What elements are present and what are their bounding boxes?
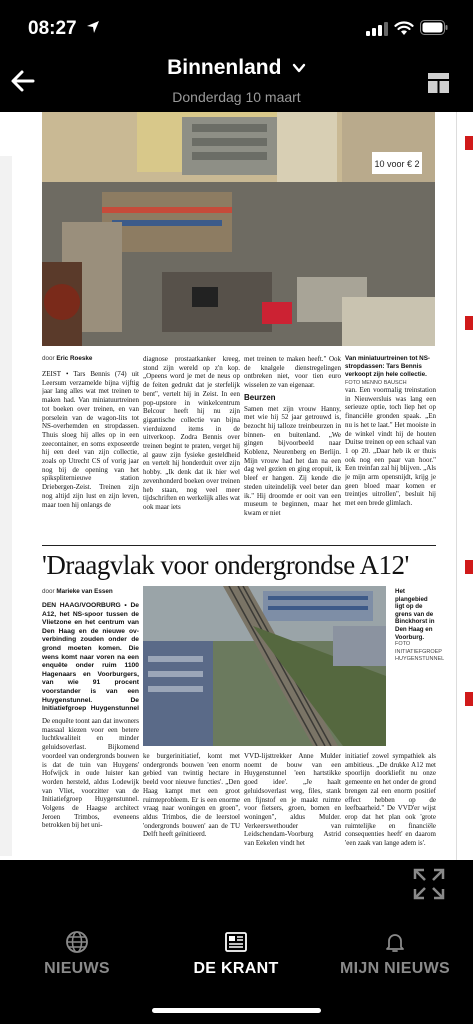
photo-train-collection — [42, 112, 435, 346]
tab-de-krant[interactable]: DE KRANT — [186, 930, 286, 978]
article2-lead: DEN HAAG/VOORBURG • De A12, het NS-spoor tussen de Vlietzone en het centrum van Den Haag en de nieuwe ov-verbinding zouden onder de grond moeten komen. Die wens komt naar voren na een enquête onder ruim 1100 Hagenaars en Voorburgers, van wie 91 procent voorstander is van een Huygenstunnel. De Initiatiefgroep Huygenstunnel — [42, 602, 139, 713]
newspaper-page[interactable] — [0, 112, 473, 860]
location-arrow-icon — [86, 20, 100, 34]
article2-col-3: VVD-lijsttrekker Anne Mulder noemt de bouw van een Huygenstunnel 'een hartstikke goed idee'. „Je haalt geluidsoverlast weg, files, stank en fijnstof en je maakt ruimte voor fietsers, groen, bomen en woningen", aldus Mulder. Verkeerswethouder van Leidschendam-Voorburg Astrid van Eekelen vindt het — [244, 752, 341, 848]
wifi-icon — [394, 20, 414, 36]
edition-date: Donderdag 10 maart — [172, 89, 301, 105]
signal-icon — [366, 22, 388, 36]
adjacent-page-marker — [465, 692, 473, 706]
battery-icon — [420, 20, 448, 35]
adjacent-page-marker — [465, 560, 473, 574]
article1-col-1: ZEIST • Tars Bennis (74) uit Leersum verzamelde bijna vijftig jaar lang alles wat met treinen te maken had. Van miniatuurtreinen tot boeken over treinen, en van porselein van de wagon-lits tot NS-overhemden en stropdassen. Thuis sloeg hij alles op in een zeecontainer, en soms exposeerde hij een deel van zijn collectie, zoals op Utrecht CS of vorig jaar nog bij de opening van het spikspliternieuwe station Driebergen-Zeist. Treinen zijn nog altijd zijn lust en zijn leven, maar toen hij onlangs de — [42, 370, 139, 509]
app-header — [0, 56, 473, 112]
article1-author: Eric Roeske — [56, 355, 93, 362]
status-time: 08:27 — [28, 18, 77, 39]
price-tag-text: 10 voor € 2 — [374, 159, 420, 169]
chevron-down-icon — [292, 61, 306, 75]
page-title: Binnenland — [167, 56, 282, 79]
article2-headline: 'Draagvlak voor ondergrondse A12' — [42, 550, 409, 580]
newspaper-icon — [224, 930, 248, 954]
article1-col-2: diagnose prostaatkanker kreeg, stond zijn wereld op z'n kop. „Opeens word je met de neus op de feiten gedrukt dat je sterfelijk bent", vertelt hij in Zeist. In een pop-upstore in winkelcentrum Belcour heeft hij nu zijn gigantische collectie van bijna vierduizend items in de uitverkoop. Zodra Bennis over treinen begint te praten, verget hij al gauw zijn fysieke gesteldheid en vertelt hij honderduit over zijn hobby. „Ik denk dat ik hier wel zevenhonderd boeken over treinen heb staan, nog veel meer tijdschriften en werkelijk alles wat ook maar iets — [143, 355, 240, 511]
photo-railway-aerial — [143, 586, 386, 746]
status-bar — [0, 0, 473, 56]
globe-icon — [65, 930, 89, 954]
article2-caption: Het plangebied ligt op de grens van de Binckhorst in Den Haag en Voorburg. FOTO INITIATIEFGROEP HUYGENSTUNNEL — [395, 588, 445, 663]
tab-nieuws[interactable]: NIEUWS — [38, 930, 116, 978]
article2-col-4: initiatief zowel sympathiek als ambitieus. „De drukke A12 met spoorlijn doorkliefit nu onze gemeente en het onder de grond brengen zal een enorm positief effect hebben op de leefbaarheid." De VVD'er wijst erop dat het plan ook 'grote ruimtelijke en financiële consequenties heeft' en daarom 'een zaak van lange adem is'. — [345, 752, 436, 848]
article1-col-3: met treinen te maken heeft." Ook de knalgele dienstregelingen ontbreken niet, voor tien euro wisselen ze van eigenaar. Beurzen Samen met zijn vrouw Hanny, met wie hij 52 jaar getrouwd is, bezocht hij talloze treinbeurzen in binnen- en buitenland. „We gingen bijvoorbeeld naar Koblenz, Neurenberg en Berlijn. Mijn vrouw had het dan na een dag wel gezien en ging eropuit, ik bleef er hangen. Zij kende die steden uiteindelijk veel beter dan ik." Hij droomde er ooit van een museum te beginnen, maar het kwam er niet — [244, 355, 341, 517]
article-divider — [42, 545, 436, 546]
adjacent-page-marker — [465, 136, 473, 150]
article1-caption: Van miniatuurtreinen tot NS-stropdassen: Tars Bennis verkoopt zijn hele collectie. FOTO MENNO BAUSCH — [345, 355, 431, 386]
article2-byline: door Marieke van Essen — [42, 588, 113, 595]
fullscreen-expand-icon[interactable] — [412, 867, 446, 901]
bell-icon — [383, 930, 407, 954]
home-indicator[interactable] — [152, 1008, 321, 1013]
tab-mijn-nieuws[interactable]: MIJN NIEUWS — [334, 930, 456, 978]
article1-col-4: van. Een voormalig treinstation in Nieuwersluis was lang een serieuze optie, toch liep het op financiële gronden spaak. „En nu is het te laat." Het mooiste in de winkel vindt hij de houten Duitse treinen op een schaal van 1 op 20. „Daar heb ik er thuis ook nog een paar van hoor." Een treinfan zal hij blijven. „Als je mijn arm opensnijdt, krijg je geen bloed maar komen er treintjes uitrollen", besluit hij met een brede glimlach. — [345, 386, 436, 508]
adjacent-page-left[interactable] — [0, 156, 12, 856]
subhead-beurzen: Beurzen — [244, 392, 276, 402]
section-selector[interactable] — [0, 56, 473, 80]
article2-col-2: ke burgerinitiatief, komt met ondergronds bouwen 'een enorm gebied van twintig hectare in beeld voor nieuwe functies'. „Den Haag kampt met een groot ruimteprobleem. Er is een enorme vraag naar woningen en groen", aldus Trimbos, die de leerstoel 'ondergronds bouwen' aan de TU Delft heeft geïnitieerd. — [143, 752, 240, 839]
adjacent-page-right[interactable] — [456, 112, 473, 860]
adjacent-page-marker — [465, 316, 473, 330]
article2-col-1: De enquête toont aan dat inwoners massaal kiezen voor een betere luchtkwaliteit en minder geluidsoverlast. Bijkomend voordeel van ondergronds bouwen is dat de tuin van Huygens' Hofwijck in oude luister kan worden hersteld, aldus Lodewijk van Vliet, voorzitter van de Initiatiefgroep Huygenstunnel. Volgens de Haagse architect Jeroen Trimbos, eveneens betrokken bij het uni- — [42, 717, 139, 830]
article2-author: Marieke van Essen — [56, 588, 113, 595]
page-overview-icon[interactable] — [428, 73, 449, 93]
article1-byline: door Eric Roeske — [42, 355, 93, 362]
